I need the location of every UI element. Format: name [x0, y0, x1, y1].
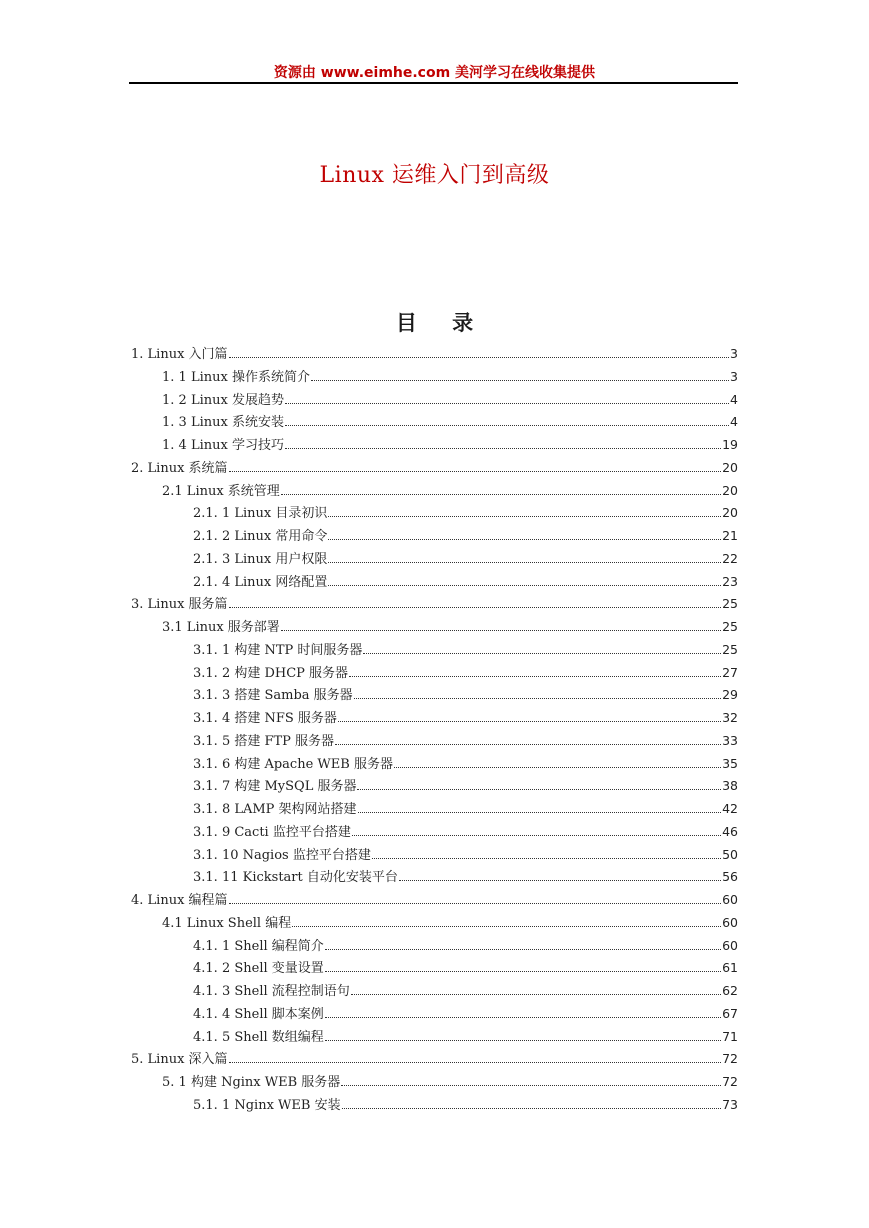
- toc-dot-leader: [281, 630, 721, 631]
- toc-entry-label: 1. 1 Linux 操作系统简介: [162, 369, 310, 385]
- toc-entry-label: 5.1. 1 Nginx WEB 安装: [193, 1097, 341, 1113]
- toc-entry[interactable]: [193, 1004, 738, 1024]
- toc-dot-leader: [354, 698, 721, 699]
- toc-entry-page-number: 73: [722, 1096, 738, 1112]
- toc-entry-label: 2.1. 4 Linux 网络配置: [193, 574, 328, 590]
- toc-dot-leader: [399, 880, 721, 881]
- toc-entry[interactable]: [193, 845, 738, 865]
- toc-entry[interactable]: [193, 503, 738, 523]
- toc-dot-leader: [352, 835, 721, 836]
- toc-dot-leader: [328, 539, 721, 540]
- document-title: Linux 运维入门到高级: [319, 163, 550, 188]
- toc-entry[interactable]: [193, 1027, 738, 1047]
- toc-entry[interactable]: [193, 867, 738, 887]
- toc-dot-leader: [358, 812, 722, 813]
- toc-dot-leader: [325, 949, 721, 950]
- toc-dot-leader: [351, 994, 721, 995]
- toc-entry-label: 3.1. 2 构建 DHCP 服务器: [193, 665, 349, 681]
- toc-entry-page-number: 27: [722, 664, 738, 680]
- toc-entry-page-number: 4: [730, 391, 738, 407]
- toc-entry[interactable]: [193, 754, 738, 774]
- toc-entry-page-number: 32: [722, 710, 738, 725]
- toc-entry-page-number: 25: [722, 596, 738, 612]
- toc-dot-leader: [325, 1017, 721, 1018]
- toc-entry-label: 2. Linux 系统篇: [131, 460, 228, 476]
- toc-dot-leader: [328, 585, 721, 586]
- toc-entry-label: 4.1 Linux Shell 编程: [162, 915, 292, 931]
- toc-entry-page-number: 60: [722, 892, 738, 907]
- toc-dot-leader: [311, 380, 729, 381]
- toc-dot-leader: [349, 676, 721, 677]
- toc-entry[interactable]: [162, 367, 738, 387]
- toc-entry[interactable]: [193, 708, 738, 728]
- toc-entry[interactable]: [162, 390, 738, 410]
- toc-entry-page-number: 38: [722, 778, 738, 794]
- toc-entry-page-number: 22: [722, 550, 738, 566]
- toc-dot-leader: [394, 767, 721, 768]
- toc-entry-label: 2.1 Linux 系统管理: [162, 483, 280, 499]
- toc-entry-page-number: 72: [722, 1051, 738, 1067]
- toc-dot-leader: [342, 1108, 722, 1109]
- toc-entry[interactable]: [193, 663, 738, 683]
- toc-entry[interactable]: [193, 958, 738, 978]
- toc-dot-leader: [335, 744, 721, 745]
- toc-entry-page-number: 3: [730, 346, 738, 361]
- toc-entry-page-number: 20: [722, 505, 738, 521]
- toc-entry-label: 3.1. 9 Cacti 监控平台搭建: [193, 824, 351, 840]
- toc-dot-leader: [357, 789, 721, 790]
- toc-dot-leader: [338, 721, 721, 722]
- toc-entry-page-number: 60: [722, 914, 738, 930]
- toc-entry-label: 3.1 Linux 服务部署: [162, 620, 280, 635]
- toc-entry-label: 2.1. 3 Linux 用户权限: [193, 551, 328, 567]
- toc-dot-leader: [325, 971, 721, 972]
- toc-entry-label: 3.1. 4 搭建 NFS 服务器: [193, 711, 337, 726]
- toc-dot-leader: [285, 425, 729, 426]
- toc-entry-label: 4.1. 5 Shell 数组编程: [193, 1029, 324, 1045]
- toc-dot-leader: [229, 471, 722, 472]
- toc-entry-label: 3. Linux 服务篇: [131, 597, 228, 613]
- toc-entry[interactable]: [162, 913, 738, 933]
- toc-entry-label: 3.1. 6 构建 Apache WEB 服务器: [193, 756, 393, 772]
- toc-entry-page-number: 46: [722, 823, 738, 839]
- toc-entry-label: 4.1. 3 Shell 流程控制语句: [193, 984, 350, 999]
- toc-entry[interactable]: [131, 890, 738, 910]
- toc-entry-label: 4.1. 1 Shell 编程简介: [193, 938, 324, 954]
- toc-entry[interactable]: [193, 936, 738, 956]
- toc-dot-leader: [229, 607, 722, 608]
- toc-entry[interactable]: [162, 435, 738, 455]
- toc-entry-label: 1. 4 Linux 学习技巧: [162, 438, 284, 453]
- toc-dot-leader: [281, 494, 721, 495]
- toc-entry-label: 4. Linux 编程篇: [131, 893, 228, 908]
- toc-entry[interactable]: [193, 822, 738, 842]
- toc-entry-page-number: 21: [722, 528, 738, 543]
- toc-entry-label: 3.1. 11 Kickstart 自动化安装平台: [193, 870, 398, 886]
- toc-entry-label: 3.1. 7 构建 MySQL 服务器: [193, 779, 357, 795]
- toc-entry-page-number: 23: [722, 573, 738, 589]
- toc-dot-leader: [328, 562, 721, 563]
- toc-dot-leader: [328, 516, 721, 517]
- toc-entry-label: 4.1. 4 Shell 脚本案例: [193, 1006, 324, 1022]
- header-divider: [129, 82, 738, 84]
- toc-entry[interactable]: [131, 1049, 738, 1069]
- toc-entry-label: 3.1. 3 搭建 Samba 服务器: [193, 688, 353, 704]
- toc-entry[interactable]: [193, 640, 738, 660]
- toc-entry-page-number: 62: [722, 983, 738, 998]
- toc-entry-page-number: 42: [722, 801, 738, 816]
- toc-entry-page-number: 71: [722, 1028, 738, 1044]
- toc-entry-page-number: 20: [722, 459, 738, 475]
- toc-entry-page-number: 50: [722, 846, 738, 862]
- toc-entry-label: 3.1. 5 搭建 FTP 服务器: [193, 733, 335, 749]
- toc-dot-leader: [372, 858, 721, 859]
- toc-entry[interactable]: [193, 981, 738, 1001]
- toc-entry-page-number: 67: [722, 1005, 738, 1021]
- toc-dot-leader: [285, 403, 729, 404]
- toc-entry-page-number: 72: [722, 1074, 738, 1089]
- toc-entry-page-number: 20: [722, 482, 738, 498]
- header-source-note: 资源由 www.eimhe.com 美河学习在线收集提供: [273, 65, 596, 81]
- toc-entry-label: 3.1. 10 Nagios 监控平台搭建: [193, 847, 371, 863]
- toc-entry[interactable]: [131, 594, 738, 614]
- toc-entry-label: 5. 1 构建 Nginx WEB 服务器: [162, 1075, 341, 1090]
- toc-entry-page-number: 4: [730, 414, 738, 430]
- toc-heading: 目 录: [395, 311, 488, 335]
- toc-entry-page-number: 19: [722, 437, 738, 452]
- toc-entry[interactable]: [193, 572, 738, 592]
- toc-dot-leader: [325, 1040, 721, 1041]
- toc-entry-label: 1. 2 Linux 发展趋势: [162, 392, 284, 408]
- toc-entry-label: 2.1. 1 Linux 目录初识: [193, 506, 328, 522]
- toc-dot-leader: [285, 448, 721, 449]
- toc-entry[interactable]: [193, 731, 738, 751]
- toc-entry-page-number: 3: [730, 368, 738, 384]
- toc-entry[interactable]: [193, 549, 738, 569]
- toc-entry-label: 2.1. 2 Linux 常用命令: [193, 529, 328, 544]
- toc-entry-page-number: 29: [722, 687, 738, 703]
- toc-entry[interactable]: [193, 776, 738, 796]
- toc-entry-label: 3.1. 8 LAMP 架构网站搭建: [193, 802, 357, 817]
- toc-entry-page-number: 61: [722, 960, 738, 976]
- toc-dot-leader: [229, 903, 722, 904]
- toc-entry[interactable]: [193, 526, 738, 546]
- toc-entry-label: 5. Linux 深入篇: [131, 1052, 228, 1068]
- toc-dot-leader: [341, 1085, 721, 1086]
- toc-entry-page-number: 25: [722, 619, 738, 634]
- toc-entry[interactable]: [193, 799, 738, 819]
- toc-entry-label: 4.1. 2 Shell 变量设置: [193, 961, 324, 977]
- toc-entry-page-number: 33: [722, 732, 738, 748]
- toc-entry[interactable]: [162, 481, 738, 501]
- toc-dot-leader: [363, 653, 721, 654]
- toc-entry[interactable]: [162, 412, 738, 432]
- toc-dot-leader: [292, 926, 721, 927]
- toc-entry[interactable]: [131, 458, 738, 478]
- toc-entry-label: 3.1. 1 构建 NTP 时间服务器: [193, 642, 363, 658]
- toc-entry-page-number: 56: [722, 869, 738, 885]
- toc-entry[interactable]: [131, 344, 738, 364]
- toc-dot-leader: [229, 357, 730, 358]
- toc-entry[interactable]: [162, 617, 738, 637]
- toc-entry-label: 1. Linux 入门篇: [131, 347, 228, 362]
- toc-entry[interactable]: [193, 1095, 738, 1115]
- toc-entry[interactable]: [193, 685, 738, 705]
- toc-dot-leader: [229, 1062, 722, 1063]
- toc-entry[interactable]: [162, 1072, 738, 1092]
- toc-entry-label: 1. 3 Linux 系统安装: [162, 415, 284, 431]
- toc-entry-page-number: 35: [722, 755, 738, 771]
- toc-entry-page-number: 25: [722, 641, 738, 657]
- toc-entry-page-number: 60: [722, 937, 738, 953]
